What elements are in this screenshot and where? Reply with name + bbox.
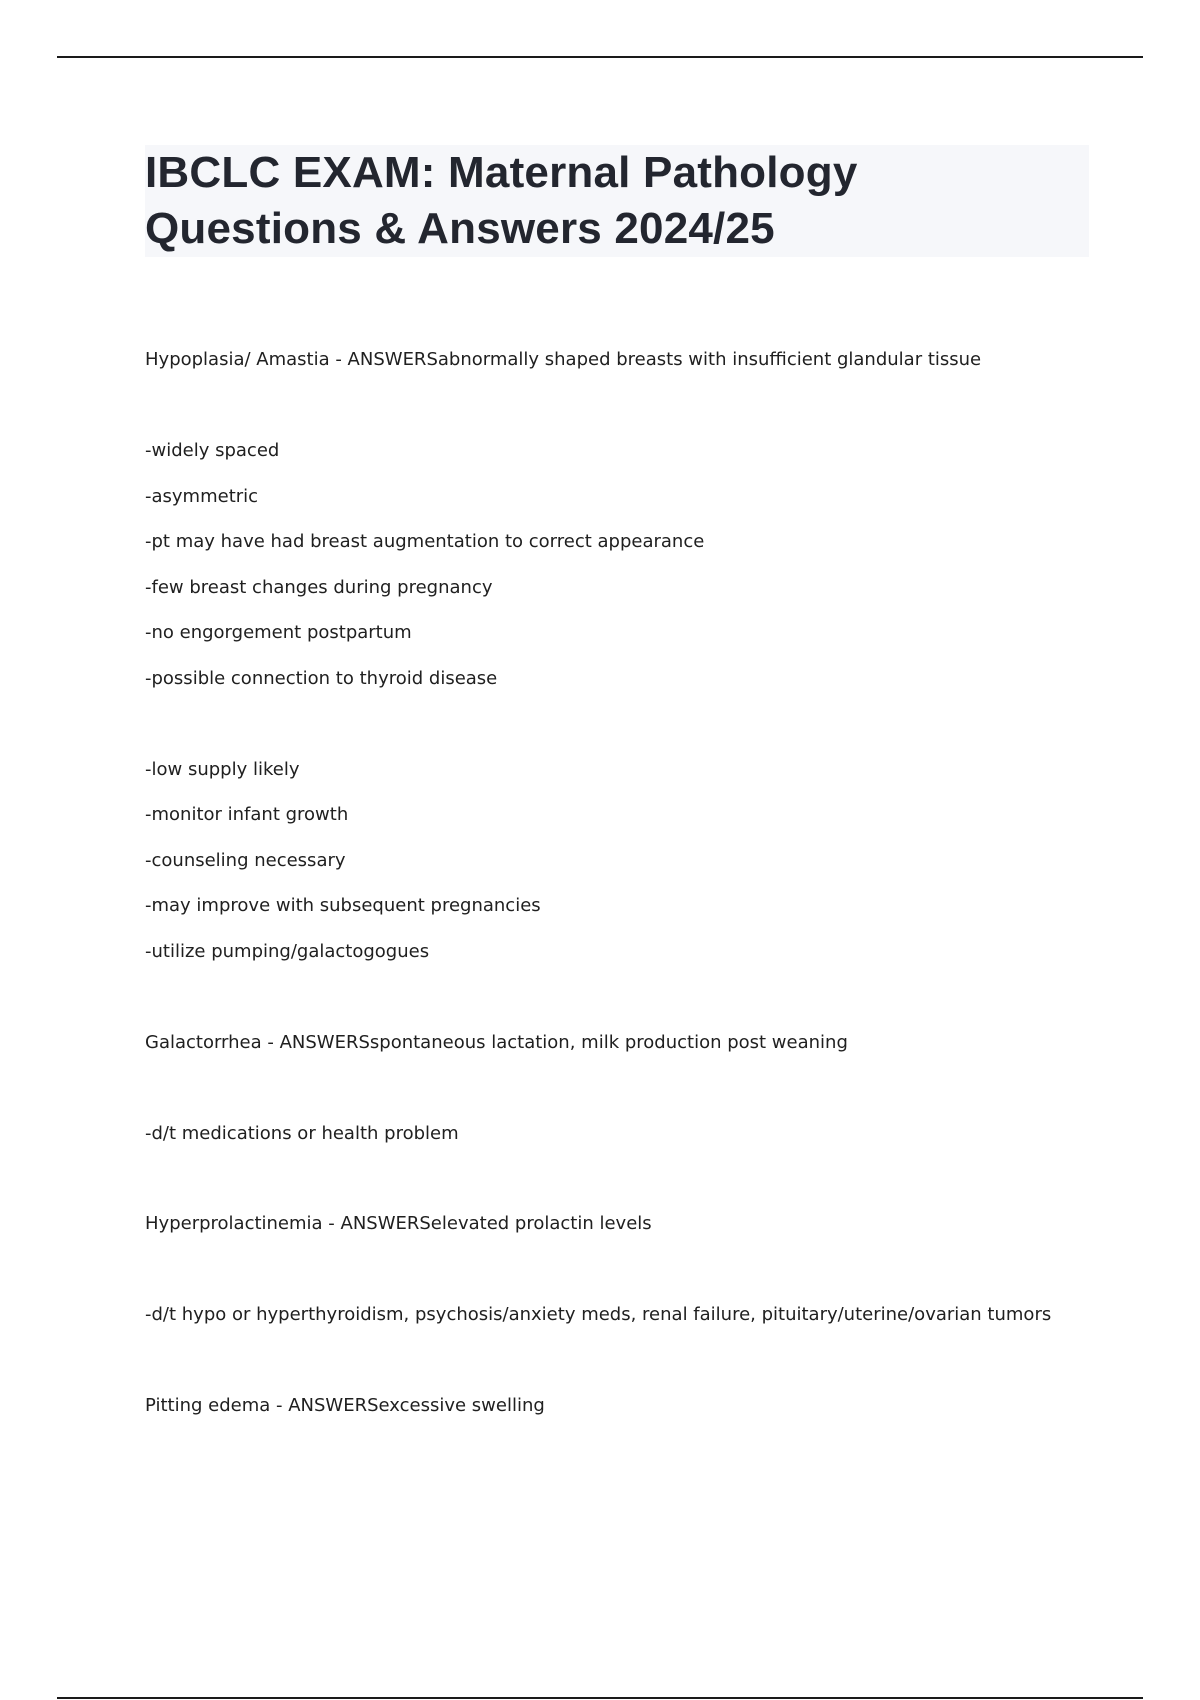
list-item: -may improve with subsequent pregnancies — [145, 895, 541, 916]
list-item: -possible connection to thyroid disease — [145, 668, 498, 689]
bottom-rule — [57, 1697, 1143, 1699]
list-item: -d/t hypo or hyperthyroidism, psychosis/anxiety meds, renal failure, pituitary/uterine/ovarian tumors — [145, 1304, 1052, 1325]
top-rule — [57, 56, 1143, 58]
list-item: -pt may have had breast augmentation to correct appearance — [145, 531, 705, 552]
qa-hyperprolactinemia-answer: Hyperprolactinemia - ANSWERSelevated prolactin levels — [145, 1213, 652, 1234]
title-line-2: Questions & Answers 2024/25 — [145, 204, 775, 253]
list-item: -low supply likely — [145, 759, 300, 780]
list-item: -monitor infant growth — [145, 804, 349, 825]
page-title — [145, 145, 858, 257]
qa-galactorrhea-answer: Galactorrhea - ANSWERSspontaneous lactation, milk production post weaning — [145, 1032, 848, 1053]
title-line-1: IBCLC EXAM: Maternal Pathology — [145, 148, 858, 197]
list-item: -no engorgement postpartum — [145, 622, 412, 643]
title-block — [145, 145, 1089, 257]
list-item: -widely spaced — [145, 440, 280, 461]
qa-hypoplasia-answer: Hypoplasia/ Amastia - ANSWERSabnormally shaped breasts with insufficient glandular tissue — [145, 349, 982, 370]
list-item: -d/t medications or health problem — [145, 1123, 459, 1144]
list-item: -counseling necessary — [145, 850, 346, 871]
qa-pitting-edema-answer: Pitting edema - ANSWERSexcessive swelling — [145, 1395, 545, 1416]
list-item: -asymmetric — [145, 486, 259, 507]
list-item: -utilize pumping/galactogogues — [145, 941, 430, 962]
list-item: -few breast changes during pregnancy — [145, 577, 493, 598]
